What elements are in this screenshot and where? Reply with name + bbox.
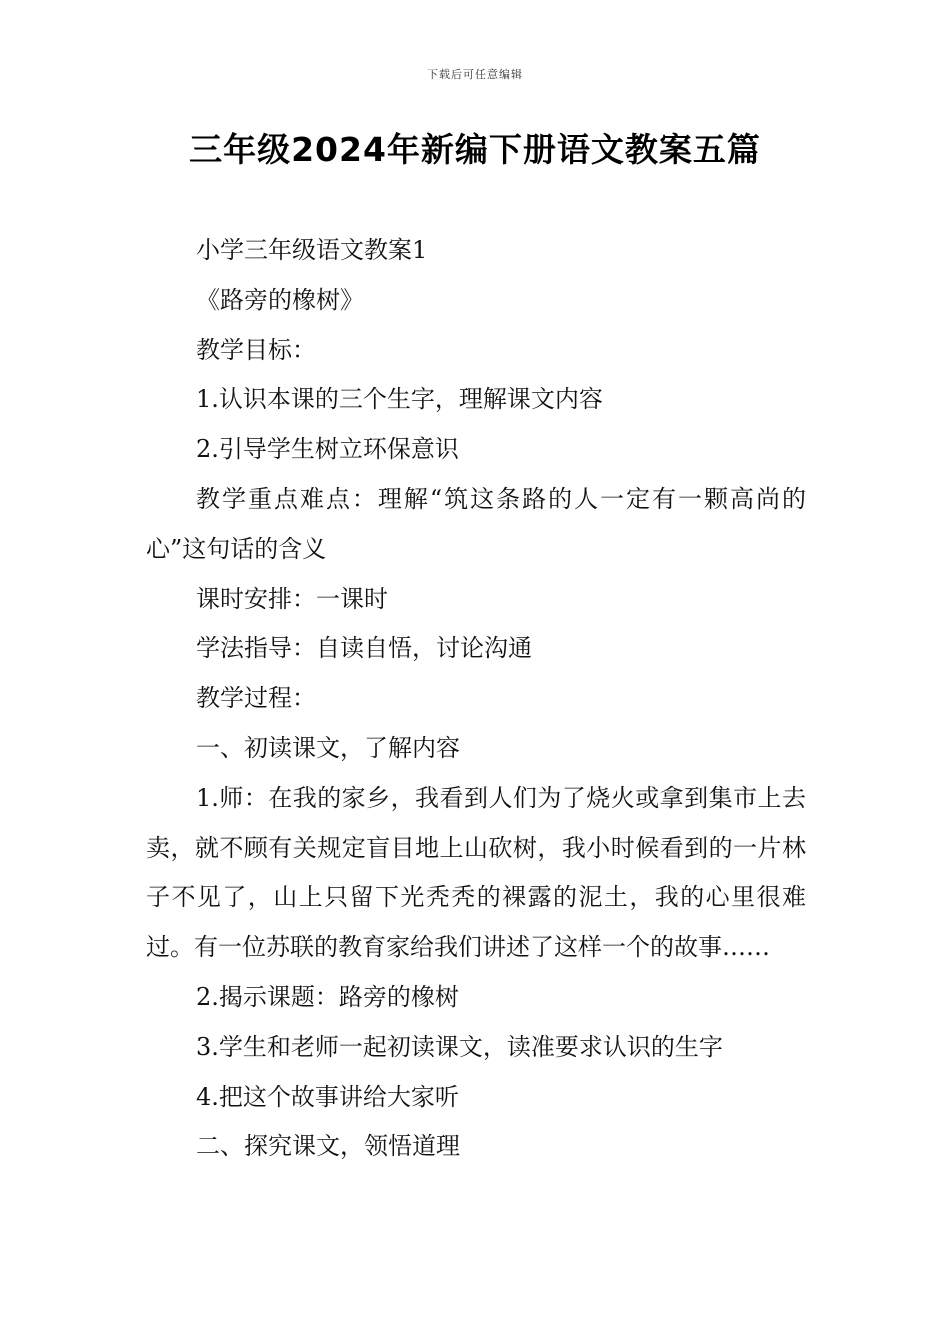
paragraph-section-2: 二、探究课文，领悟道理 [196, 1132, 460, 1161]
paragraph-objective-1: 1.认识本课的三个生字，理解课文内容 [196, 385, 603, 414]
paragraph-process-heading: 教学过程： [196, 684, 316, 713]
document-body [146, 226, 806, 1172]
paragraph-section-1: 一、初读课文，了解内容 [196, 733, 460, 762]
paragraph-lesson-heading: 小学三年级语文教案1 [196, 236, 428, 264]
paragraph-step-4: 4.把这个故事讲给大家听 [196, 1082, 459, 1111]
paragraph-step-2: 2.揭示课题：路旁的橡树 [196, 982, 459, 1011]
paragraph-method: 学法指导：自读自悟，讨论沟通 [196, 634, 532, 663]
paragraph-lesson-title: 《路旁的橡树》 [196, 285, 364, 314]
header-note: 下载后可任意编辑 [427, 68, 523, 81]
paragraph-objectives-heading: 教学目标： [196, 335, 316, 364]
paragraph-schedule: 课时安排：一课时 [196, 584, 388, 613]
paragraph-step-1: 1.师：在我的家乡，我看到人们为了烧火或拿到集市上去卖，就不顾有关规定盲目地上山砍树，我小时候看到的一片林子不见了，山上只留下光秃秃的裸露的泥土，我的心里很难过。有一位苏联的教育家给我们讲述了这样一个的故事…… [146, 783, 806, 962]
paragraph-key-points: 教学重点难点：理解“筑这条路的人一定有一颗高尚的心”这句话的含义 [146, 484, 806, 563]
document-title: 三年级2024年新编下册语文教案五篇 [189, 130, 761, 169]
paragraph-step-3: 3.学生和老师一起初读课文，读准要求认识的生字 [196, 1032, 723, 1061]
paragraph-objective-2: 2.引导学生树立环保意识 [196, 435, 459, 464]
